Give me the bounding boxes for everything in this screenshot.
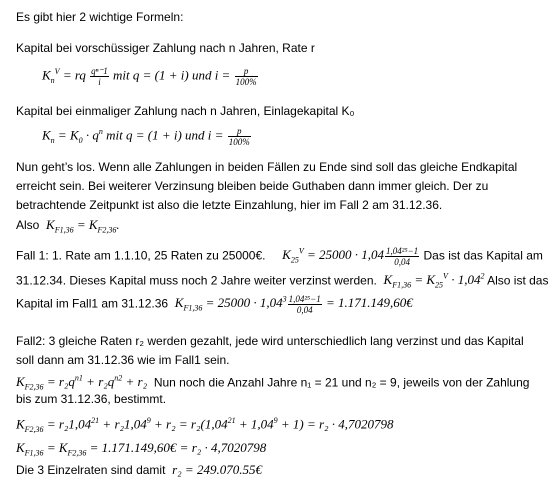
formula-einmalig: $K_n = K_0 \cdot q^n$ mit q = (1 + i) und i = $\frac{p}{100\%}$ (42, 126, 250, 147)
fall1-line2: 31.12.34. Dieses Kapital muss noch 2 Jahre weiter verzinst werden. $K_{F1,36} = K_{25}^V \cdot 1,04^2$ Also ist das (16, 272, 549, 290)
intro-text: Es gibt hier 2 wichtige Formeln: (16, 10, 184, 24)
equation-equal-capital: $K_{F1,36} = K_{F2,36}$ = 1.171.149,60€ = r₂ · 4,7020798 (16, 440, 267, 458)
fall2-line2: bis zum 31.12.36, bestimmt. (16, 392, 167, 406)
formula-vorschuessig: $K_n^V$ = rq $\frac{\text{qⁿ⁻1}}{i}$ mit q = (1 + i) und i = $\frac{p}{100\%}$ (42, 66, 257, 87)
section2-heading: Kapital bei einmaliger Zahlung nach n Jahren, Einlagekapital K₀ (16, 104, 355, 118)
fall2-paragraph: Fall2: 3 gleiche Raten r₂ werden gezahlt, jede wird unterschiedlich lang verzinst und das Kapital soll dann am 31.12.36 wie im Fall1 sein. (16, 334, 524, 367)
final-line: Die 3 Einzelraten sind damit r₂ = 249.070.55€ (16, 462, 262, 477)
equation-kf2: $K_{F2,36} = r_21,04^{21} + r_21,04^9 + r_2 = r_2(1,04^{21} + 1,04^9 + 1) = r_2 \cdot 4,7020798$ (16, 416, 394, 434)
fall1-line1: Fall 1: 1. Rate am 1.1.10, 25 Raten zu 25000€. $K_{25}^V = 25000 \cdot 1,04$ $\frac{\text{1,04²⁵−1}}{0,04}$ Das ist das Kapital am (16, 246, 543, 267)
paragraph-intro: Nun geht’s los. Wenn alle Zahlungen in beiden Fällen zu Ende sind soll das gleiche Endkapital erreicht sein. Bei weiterer Verzinsung bleiben beide Guthaben dann immer gleich. Der zu betrachtende Zeitpunkt ist also die letzte Einzahlung, hier im Fall 2 am 31.12.36. (16, 160, 518, 212)
also-line: Also $K_{F1,36} = K_{F2,36}$. (16, 217, 120, 235)
section1-heading: Kapital bei vorschüssiger Zahlung nach n Jahren, Rate r (16, 41, 315, 55)
fall1-line3: Kapital im Fall1 am 31.12.36 $K_{F1,36} = 25000 \cdot 1,04^3$ $\frac{\text{1,04²⁵−1}}{0,04}$ = 1.171.149,60€ (16, 294, 413, 315)
fall2-formula-line: $K_{F2,36} = r_2q^{n1} + r_2q^{n2} + r_2$ Nun noch die Anzahl Jahre n₁ = 21 und n₂ = 9, jeweils von der Zahlung (16, 374, 530, 392)
